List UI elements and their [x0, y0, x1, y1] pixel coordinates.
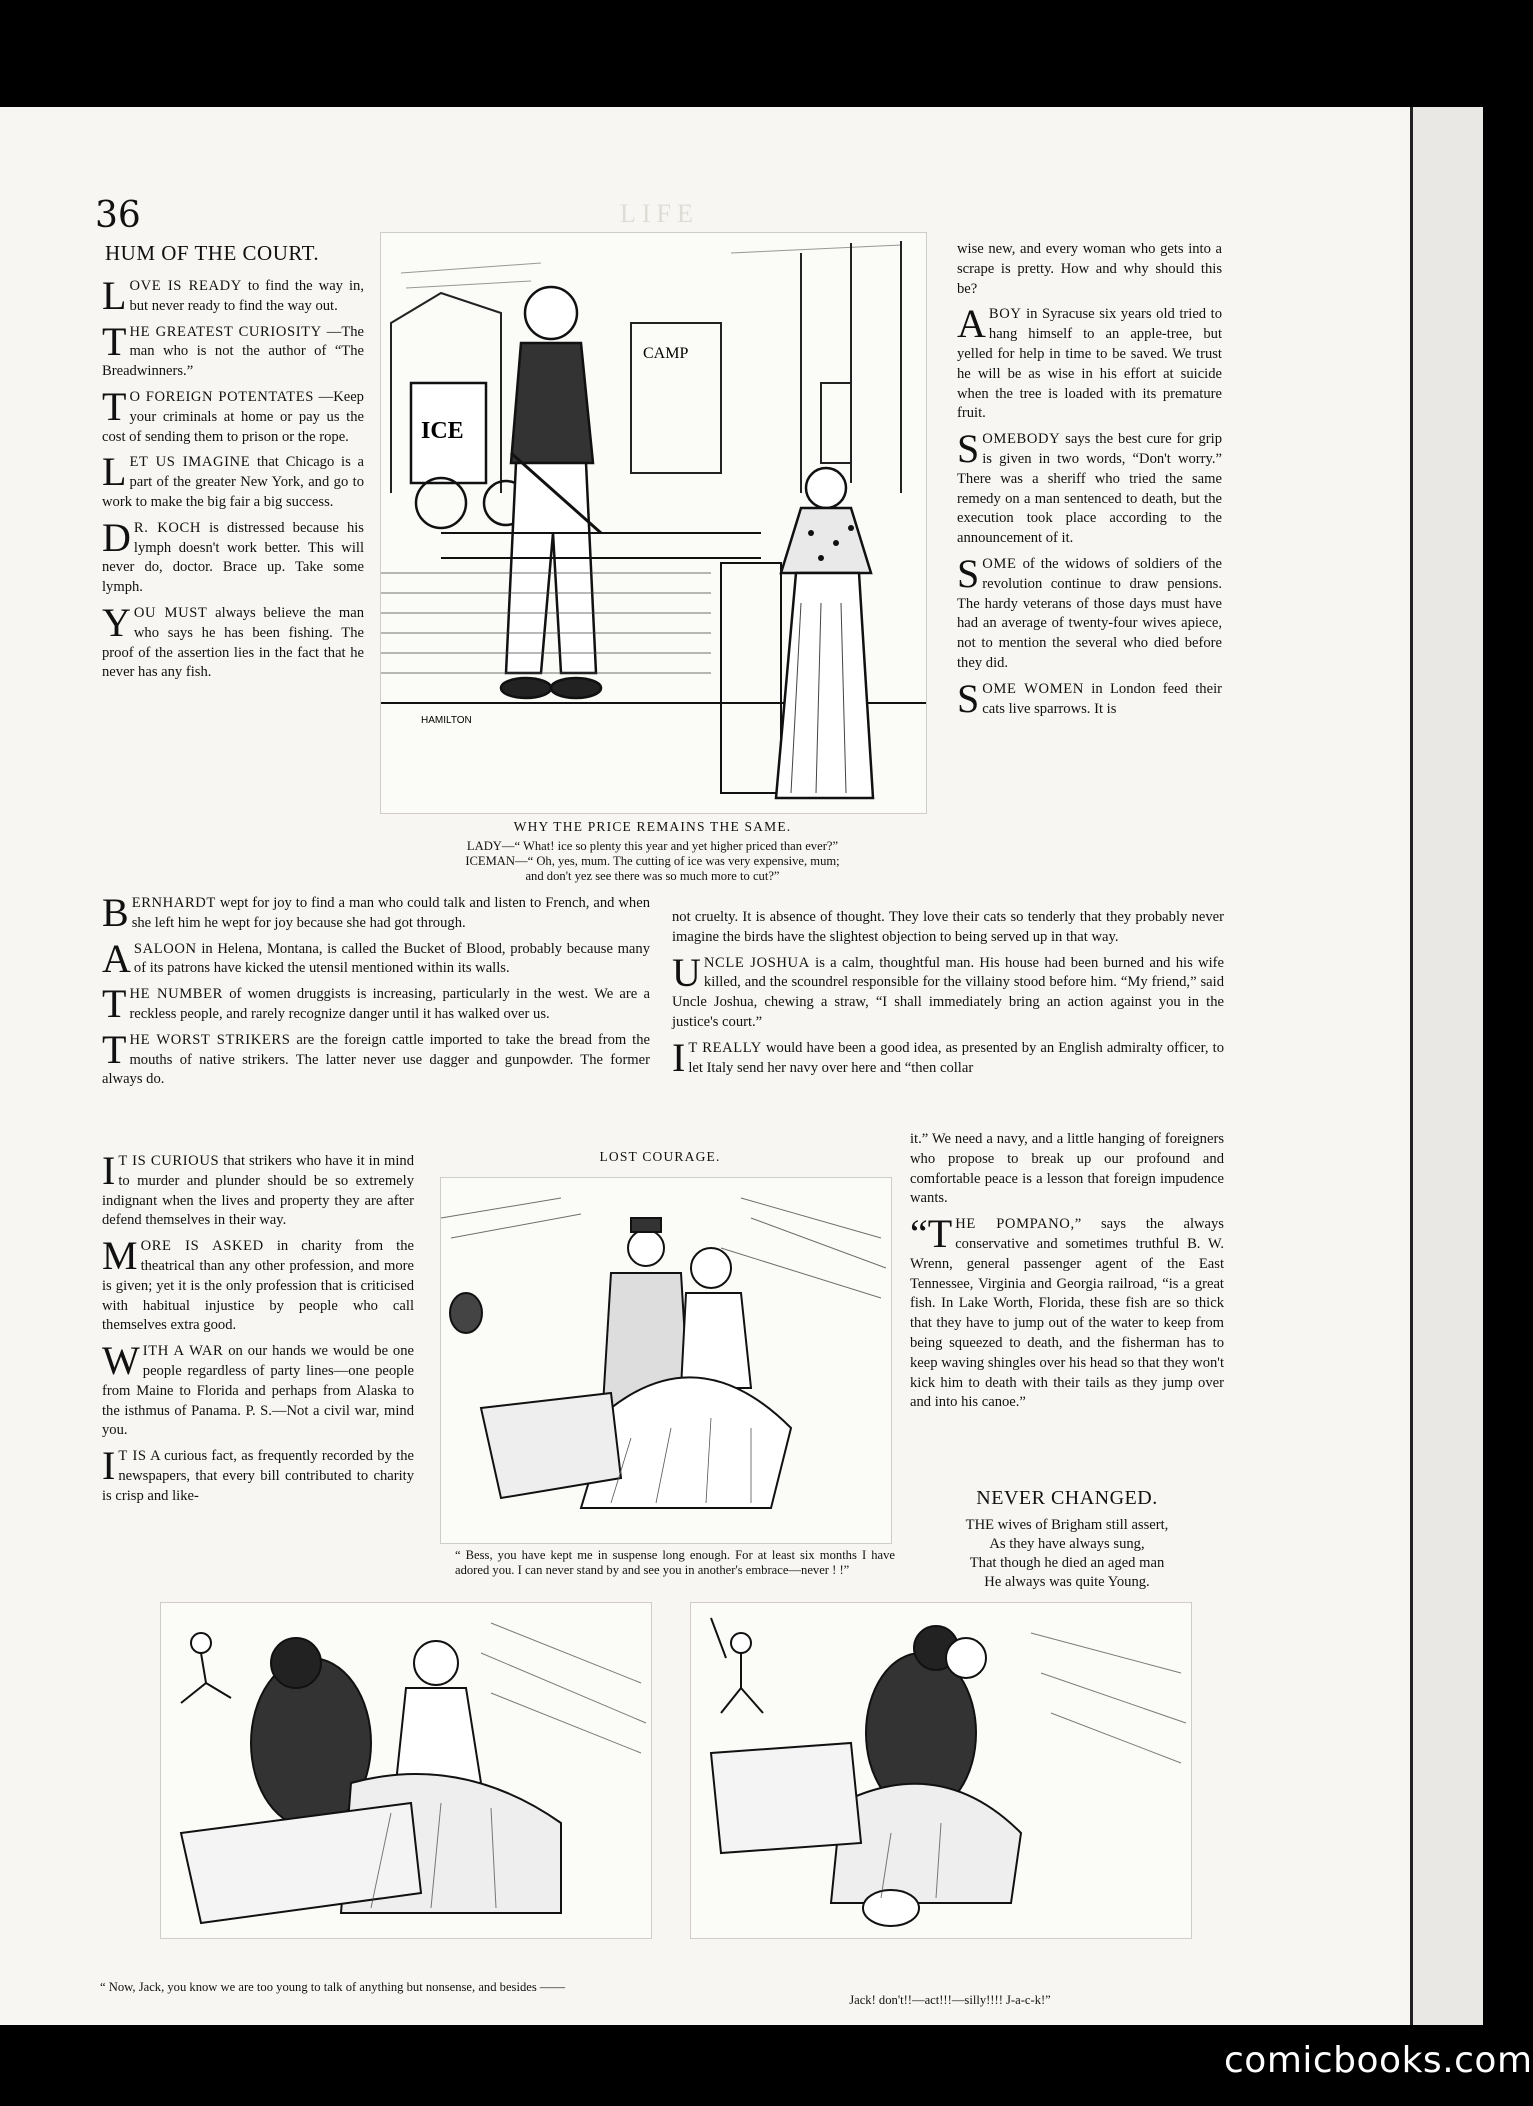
lead-words: HE WORST STRIKERS: [129, 1031, 291, 1048]
paragraph-text: in London feed their cats live sparrows. It is: [982, 680, 1222, 717]
right-column-top: [957, 240, 1222, 725]
paragraph-text: in Helena, Montana, is called the Bucket of Blood, probably because many of its patrons have kicked the utensil mentioned within its walls.: [133, 940, 650, 977]
drop-cap: T: [102, 318, 127, 364]
paragraph: [102, 318, 365, 382]
drop-cap: A: [957, 301, 986, 347]
paragraph-text: are the foreign cattle imported to take the bread from the mouths of native strikers. The latter never use dagger and gunpowder. The former always do.: [102, 1031, 651, 1088]
paragraph-text: ” says the always conservative and sometimes truthful B. W. Wrenn, general passenger agent of the East Tennessee, Virginia and Georgia railroad, “is a great fish. In Lake Worth, Florida, these fish are so thick that they have to jump out of the water to keep from being squeezed to death, and the fisherman has to keep waving shingles over his head so that they won't kick him to death with their tails as they jump over and into his canoe.”: [910, 1216, 1224, 1411]
paragraph: [957, 426, 1222, 549]
poem-title: NEVER CHANGED.: [976, 1487, 1158, 1509]
drop-cap: L: [102, 449, 127, 495]
lead-words: OVE IS READY: [129, 278, 242, 294]
narrow-right-column: [910, 1130, 1224, 1419]
paragraph-text: of women druggists is increasing, particularly in the west. We are a reckless people, and rarely recognize danger until it has walked over us.: [129, 986, 650, 1022]
caption-line-iceman: ICEMAN—“ Oh, yes, mum. The cutting of ice was very expensive, mum;: [465, 854, 840, 868]
paragraph-text: to find the way in, but never ready to find the way out.: [129, 278, 364, 314]
drop-cap: T: [102, 383, 127, 429]
drop-cap: U: [672, 949, 701, 995]
lead-words: T REALLY: [688, 1039, 762, 1056]
drop-cap: S: [957, 550, 980, 596]
paragraph-text: that strikers who have it in mind to murder and plunder should be so extremely indignant when the lives and property they are after defend themselves in their way.: [102, 1153, 414, 1229]
paragraph: [102, 1443, 414, 1506]
paragraph: [672, 949, 1224, 1033]
drop-cap: “T: [910, 1211, 953, 1257]
lead-words: HE NUMBER: [129, 986, 223, 1003]
paragraph-text: that Chicago is a part of the greater New York, and go to work to make the big fair a big success.: [102, 454, 364, 510]
paragraph: [102, 273, 364, 318]
bear-cartoon-right: [690, 1602, 1192, 1939]
caption-line-iceman-cont: and don't yez see there was so much more to cut?”: [525, 869, 780, 883]
paragraph-text: in Syracuse six years old tried to hang himself to an apple-tree, but yelled for help in time to be saved. We trust he will be as wise in his effort at suicide when the tree is loaded with its premature fruit.: [957, 306, 1222, 422]
paragraph: [102, 981, 650, 1027]
paragraph: [102, 599, 364, 683]
drop-cap: L: [102, 273, 127, 318]
paragraph-text: always believe the man who says he has been fishing. The proof of the assertion lies in the fact that he never has any fish.: [102, 604, 364, 681]
drop-cap: M: [102, 1233, 138, 1279]
paragraph: [102, 1338, 415, 1441]
lead-words: R. KOCH: [133, 519, 201, 536]
drop-cap: T: [102, 981, 127, 1027]
lost-courage-title: LOST COURAGE.: [599, 1149, 721, 1164]
iceman-cartoon-caption: [380, 839, 925, 884]
lead-words: T IS CURIOUS: [118, 1153, 220, 1169]
paragraph: [957, 301, 1222, 424]
page-number: 36: [95, 195, 141, 236]
drop-cap: D: [102, 514, 131, 560]
paragraph: [102, 449, 364, 512]
paragraph-text: A curious fact, as frequently recorded by the newspapers, that every bill contributed to charity is crisp and like-: [102, 1448, 414, 1504]
lead-words: HE POMPANO,: [955, 1216, 1075, 1233]
paragraph: [672, 1034, 1224, 1080]
lead-words: T IS: [118, 1448, 147, 1465]
drop-cap: T: [102, 1026, 127, 1072]
magazine-page: [0, 107, 1412, 2025]
iceman-cartoon: [380, 232, 927, 814]
paragraph-text: wept for joy to find a man who could talk and listen to French, and when she left him he wept for joy because she had got through.: [131, 895, 650, 931]
paragraph-text: —Keep your criminals at home or pay us the cost of sending them to prison or the rope.: [102, 388, 364, 445]
drop-cap: I: [102, 1443, 116, 1489]
paragraph: [910, 1211, 1224, 1413]
paragraph: [672, 908, 1224, 948]
paragraph-text: is distressed because his lymph doesn't work better. This will never do, doctor. Brace up. Take some lymph.: [102, 519, 364, 596]
paragraph: [102, 1026, 651, 1090]
drop-cap: W: [102, 1338, 140, 1384]
paragraph: [102, 1148, 414, 1231]
adjacent-page-edge: [1410, 107, 1483, 2025]
paragraph: [957, 675, 1222, 721]
drop-cap: I: [672, 1034, 686, 1080]
bear-left-caption: “ Now, Jack, you know we are too young to talk of anything but nonsense, and besides ——: [100, 1980, 566, 1994]
lead-words: ET US IMAGINE: [129, 454, 251, 471]
poem-line: As they have always sung,: [989, 1536, 1145, 1552]
paragraph-text: of the widows of soldiers of the revolution continue to draw pensions. The hardy veterans of those days must have had an average of twenty-four wives apiece, not to mention the several who died before they did.: [957, 555, 1222, 671]
paragraph-text: in charity from the theatrical than any other profession, and more is given; yet it is the only profession that is criticised with habitual injustice by people who call themselves extra good.: [102, 1238, 414, 1334]
bear-cartoon-left-drawing: [161, 1603, 651, 1938]
watermark: comicbooks.com: [1224, 2040, 1533, 2081]
drop-cap: I: [102, 1148, 116, 1193]
lead-words: ERNHARDT: [131, 895, 216, 911]
lost-courage-cartoon: [440, 1177, 892, 1544]
caption-line-lady: LADY—“ What! ice so plenty this year and yet higher priced than ever?”: [466, 839, 839, 853]
bear-cartoon-left: [160, 1602, 652, 1939]
paragraph-text: on our hands we would be one people regardless of party lines—one people from Maine to Florida and perhaps from Alaska to the isthmus of Panama. P. S.—Not a civil war, mind you.: [102, 1343, 415, 1439]
drop-cap: Y: [102, 599, 131, 645]
camp-sign: CAMP: [643, 345, 689, 362]
lost-courage-caption: “ Bess, you have kept me in suspense long enough. For at least six months I have adored you. I can never stand by and see you in another's embrace—never ! !”: [455, 1548, 895, 1577]
paragraph: [102, 383, 364, 447]
poem-line: That though he died an aged man: [969, 1555, 1165, 1571]
narrow-right-intro: it.” We need a navy, and a little hanging of foreigners who propose to break up our profound and comfortable peace is a lesson that foreign impudence wants.: [910, 1131, 1224, 1207]
iceman-cartoon-drawing: [381, 233, 926, 813]
lost-courage-drawing: [441, 1178, 891, 1543]
poem-never-changed: [910, 1487, 1224, 1592]
drop-cap: B: [102, 890, 129, 935]
bear-right-caption: Jack! don't!!—act!!!—silly!!!! J-a-c-k!”: [849, 1993, 1051, 2007]
lead-words: HE GREATEST CURIOSITY: [129, 323, 322, 340]
artist-signature: HAMILTON: [421, 715, 472, 726]
lead-words: ITH A WAR: [142, 1343, 224, 1360]
right-column-intro: wise new, and every woman who gets into a scrape is pretty. How and why should this be?: [957, 241, 1222, 297]
paragraph-text: is a calm, thoughtful man. His house had been burned and his wife killed, and the scoundrel responsible for the villainy stood before him. “My friend,” said Uncle Joshua, chewing a straw, “I shall immediately bring an action against you in the justice's court.”: [672, 954, 1224, 1030]
paragraph: [102, 890, 650, 935]
lead-words: BOY: [988, 306, 1022, 323]
paragraph: [102, 935, 650, 981]
wide-left-column: [102, 890, 651, 1096]
poem-line: THE wives of Brigham still assert,: [965, 1517, 1169, 1533]
drop-cap: A: [102, 935, 131, 981]
drop-cap: S: [957, 426, 980, 472]
lead-words: OME: [982, 555, 1017, 572]
paragraph: [102, 514, 364, 598]
lead-words: NCLE JOSHUA: [703, 954, 810, 971]
lead-words: OMEBODY: [982, 431, 1061, 448]
paragraph: [102, 1233, 414, 1336]
paragraph-text: not cruelty. It is absence of thought. They love their cats so tenderly that they probably never imagine the birds have the slightest objection to being served up in that way.: [672, 909, 1224, 945]
paragraph-text: says the best cure for grip is given in two words, “Don't worry.” There was a sheriff who tried the same remedy on a man sentenced to death, but the execution took place according to the announcement of it.: [957, 431, 1222, 547]
paragraph-text: —The man who is not the author of “The Breadwinners.”: [102, 323, 365, 380]
faint-masthead: LIFE: [620, 199, 699, 228]
paragraph: [957, 550, 1222, 674]
lead-words: ORE IS ASKED: [140, 1238, 264, 1255]
left-column: [102, 273, 365, 689]
section-heading: HUM OF THE COURT.: [105, 241, 320, 265]
lead-words: OU MUST: [133, 604, 208, 621]
drop-cap: S: [957, 675, 980, 721]
lead-words: O FOREIGN POTENTATES: [129, 388, 315, 405]
lead-words: OME WOMEN: [982, 680, 1084, 697]
ice-wagon-sign: ICE: [421, 418, 464, 444]
narrow-left-column: [102, 1148, 415, 1513]
paragraph-text: would have been a good idea, as presented by an English admiralty officer, to let Italy send her navy over here and “then collar: [688, 1039, 1224, 1076]
wide-right-column: [672, 908, 1224, 1084]
poem-line: He always was quite Young.: [984, 1574, 1150, 1590]
iceman-cartoon-title: WHY THE PRICE REMAINS THE SAME.: [513, 819, 792, 834]
lead-words: SALOON: [133, 940, 197, 957]
bear-cartoon-right-drawing: [691, 1603, 1191, 1938]
